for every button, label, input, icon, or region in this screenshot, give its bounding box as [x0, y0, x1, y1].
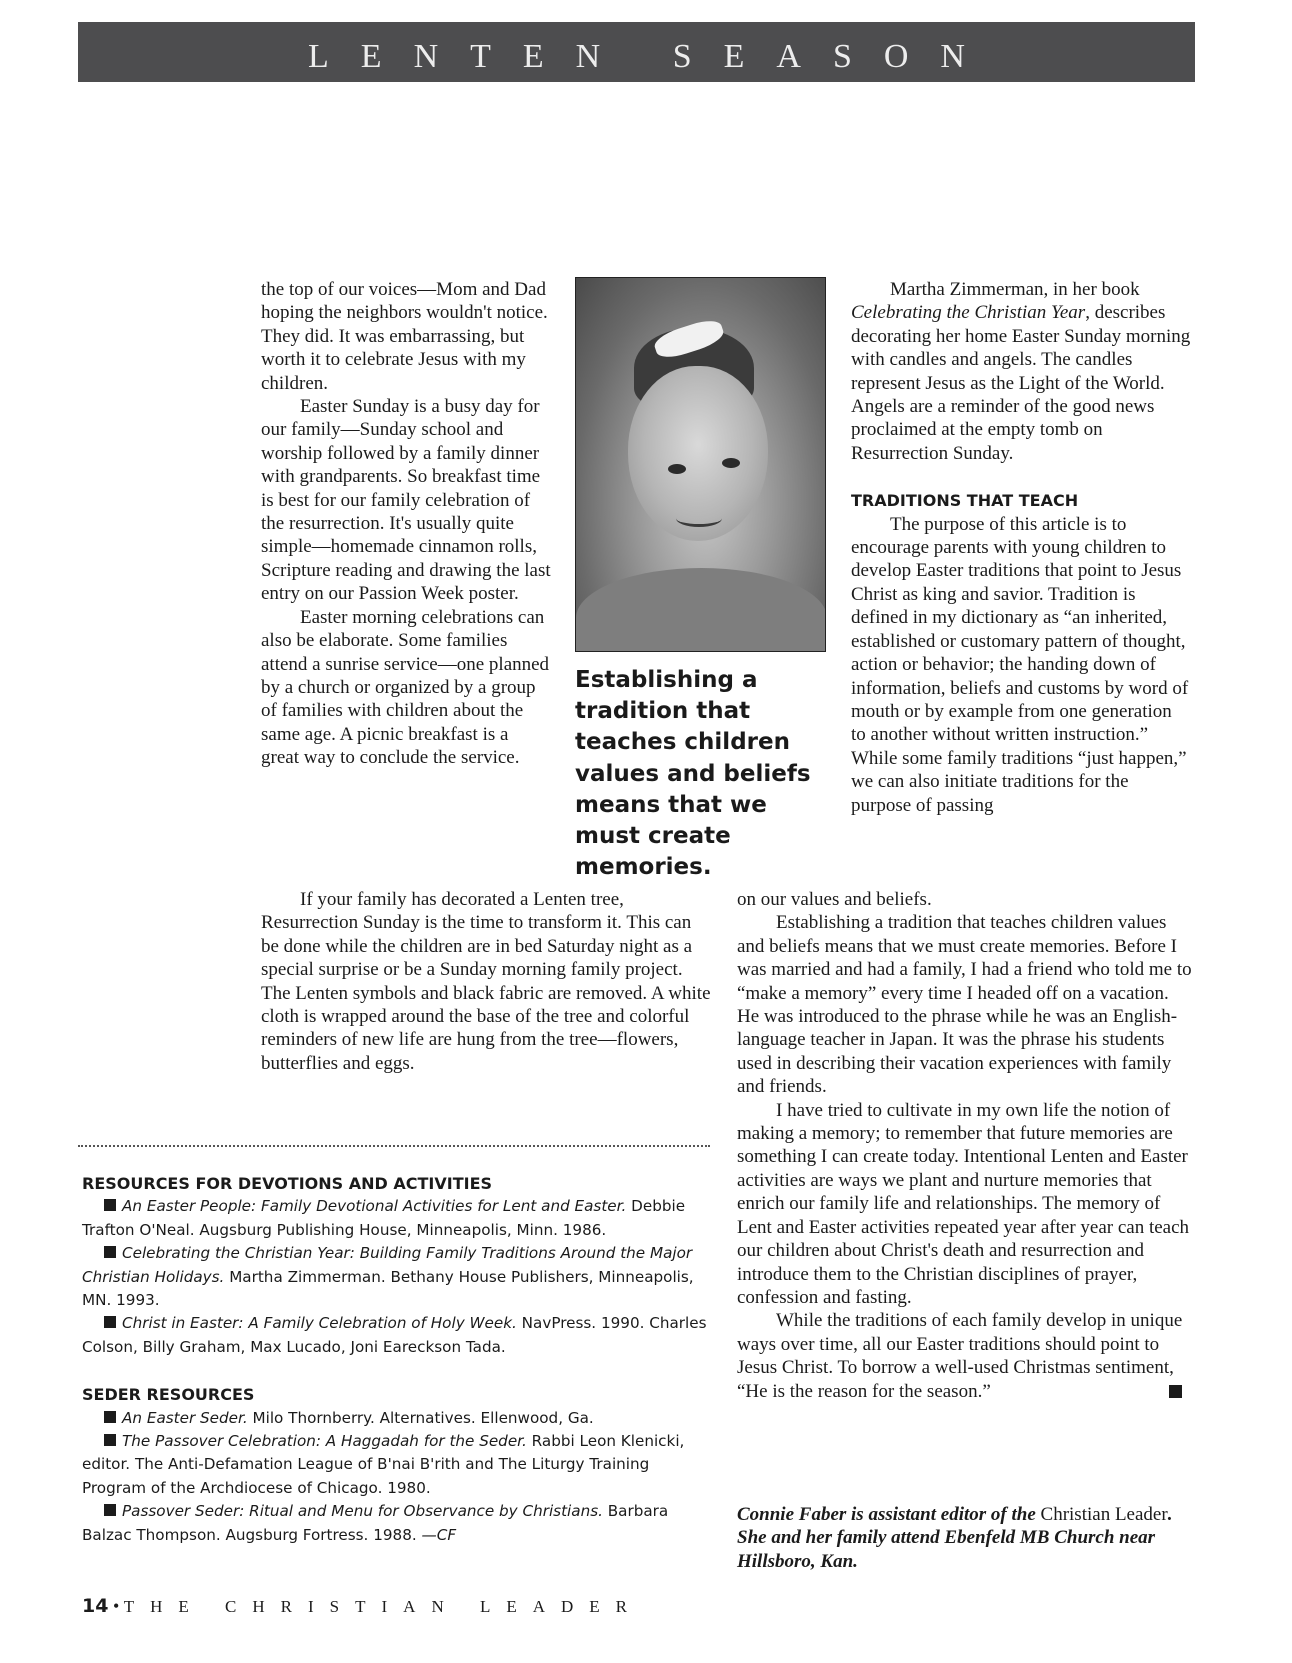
bullet-square-icon [104, 1434, 116, 1446]
resource-details: Debbie Trafton O'Neal. Augsburg Publishing House, Minneapolis, Minn. 1986. [82, 1197, 686, 1239]
left-paragraph-2: Easter Sunday is a busy day for our family—Sunday school and worship followed by a family dinner with grandparents. So breakfast time is best for our family celebration of the resurrection. It's usually quite simple—homemade cinnamon rolls, Scripture reading and drawing the last entry on our Passion Week poster. [261, 396, 551, 605]
photo-eye-left [668, 464, 686, 474]
right-wide-paragraph-4 [737, 1309, 1192, 1403]
resource-item [82, 1312, 712, 1359]
resource-title: Celebrating the Christian Year: Building Family Traditions Around the Major Christian Holidays. [82, 1244, 693, 1286]
lenten-tree-paragraph: If your family has decorated a Lenten tree, Resurrection Sunday is the time to transform it. This can be done while the children are in bed Saturday night as a special surprise or be a Sunday morning family project. The Lenten symbols and black fabric are removed. A white cloth is wrapped around the base of the tree and colorful reminders of new life are hung from the tree—flowers, butterflies and eggs. [261, 889, 711, 1074]
footer-separator: • [112, 1596, 120, 1616]
devotions-heading: RESOURCES FOR DEVOTIONS AND ACTIVITIES [82, 1174, 493, 1193]
bullet-square-icon [104, 1246, 116, 1258]
resource-item [82, 1242, 712, 1312]
resource-item [82, 1407, 712, 1430]
resource-details: Martha Zimmerman. Bethany House Publishers, Minneapolis, MN. 1993. [82, 1267, 694, 1310]
zimmerman-book-title: Celebrating the Christian Year [851, 302, 1086, 324]
bullet-square-icon [104, 1199, 116, 1211]
resource-item [82, 1500, 712, 1547]
resource-details: Milo Thornberry. Alternatives. Ellenwood, Ga. [247, 1408, 594, 1427]
resources-spacer [82, 1359, 712, 1383]
child-photo [575, 277, 826, 652]
photo-eye-right [722, 458, 740, 468]
resource-details: Rabbi Leon Klenicki, editor. The Anti-Defamation League of B'nai B'rith and The Liturgy Training Program of the Archdiocese of Chicago. 1980. [82, 1432, 685, 1497]
right-wide-paragraph-3: I have tried to cultivate in my own life the notion of making a memory; to remember that future memories are something I can create today. Intentional Lenten and Easter activities are ways we plant and nurture memories that enrich our family life and relationships. The memory of Lent and Easter activities repeated year after year can teach our children about Christ's death and resurrection and introduce them to the Christian disciplines of prayer, confession and fasting. [737, 1099, 1190, 1308]
right-wide-paragraph-2: Establishing a tradition that teaches children values and beliefs means that we must create memories. Before I was married and had a family, I had a friend who told me to “make a memory” every time I headed off on a vacation. He was introduced to the phrase while he was an English-language teacher in Japan. It was the phrase his students used in describing their vacation experiences with family and friends. [737, 912, 1192, 1098]
resource-details: NavPress. 1990. Charles Colson, Billy Graham, Max Lucado, Joni Eareckson Tada. [82, 1314, 707, 1356]
resource-item [82, 1430, 712, 1500]
resources-box [82, 1172, 712, 1547]
page-footer [82, 1595, 643, 1617]
resource-signature: —CF [421, 1525, 457, 1544]
publication-name: THE CHRISTIAN LEADER [123, 1597, 644, 1616]
byline-rest: . She and her family attend Ebenfeld MB Church near Hillsboro, Kan. [737, 1504, 1173, 1572]
resource-item [82, 1195, 712, 1242]
end-mark-icon [1169, 1385, 1182, 1398]
resource-title: Christ in Easter: A Family Celebration of Holy Week. [122, 1314, 517, 1333]
zimmerman-intro: Martha Zimmerman, in her book [890, 279, 1140, 300]
photo-smile [676, 510, 722, 527]
author-byline [737, 1503, 1192, 1573]
section-banner [78, 22, 1195, 82]
traditions-paragraph: The purpose of this article is to encourage parents with young children to develop Easter traditions that point to Jesus Christ as king and savior. Tradition is defined in my dictionary as “an inherited, established or customary pattern of thought, action or behavior; the handing down of information, beliefs and customs by word of mouth or by example from one generation to another without written instruction.” While some family traditions “just happen,” we can also initiate traditions for the purpose of passing [851, 513, 1189, 816]
resource-details: Barbara Balzac Thompson. Augsburg Fortress. 1988. [82, 1502, 669, 1544]
resource-title: An Easter Seder. [122, 1408, 248, 1427]
byline-publication: Christian Leader [1040, 1504, 1168, 1525]
right-wide-column [737, 888, 1192, 1403]
zimmerman-rest: , describes decorating her home Easter Sunday morning with candles and angels. The candles represent Jesus as the Light of the World. Angels are a reminder of the good news proclaimed at the empty tomb on Resurrection Sunday. [851, 302, 1191, 464]
pull-quote: Establishing a tradition that teaches children values and beliefs means that we must create memories. [575, 667, 811, 881]
seder-heading: SEDER RESOURCES [82, 1385, 255, 1405]
left-wide-column [261, 888, 711, 1075]
left-paragraph-1: the top of our voices—Mom and Dad hoping the neighbors wouldn't notice. They did. It was embarrassing, but worth it to celebrate Jesus with my children. [261, 279, 548, 394]
bullet-square-icon [104, 1504, 116, 1516]
section-title: LENTEN SEASON [308, 38, 997, 75]
page-number: 14 [82, 1595, 109, 1617]
bullet-square-icon [104, 1316, 116, 1328]
resource-title: Passover Seder: Ritual and Menu for Observance by Christians. [122, 1502, 603, 1521]
zimmerman-paragraph [851, 278, 1191, 465]
section-divider [78, 1145, 710, 1147]
right-wide-paragraph-1: on our values and beliefs. [737, 889, 932, 910]
left-paragraph-3: Easter morning celebrations can also be elaborate. Some families attend a sunrise service—one planned by a church or organized by a group of families with children about the same age. A picnic breakfast is a great way to conclude the service. [261, 606, 550, 769]
photo-shoulder [576, 568, 826, 652]
bullet-square-icon [104, 1411, 116, 1423]
resource-title: The Passover Celebration: A Haggadah for the Seder. [122, 1432, 527, 1451]
left-column [261, 278, 551, 770]
resource-title: An Easter People: Family Devotional Activities for Lent and Easter. [122, 1197, 627, 1216]
right-column [851, 278, 1191, 817]
byline-author: Connie Faber is assistant editor of the [737, 1504, 1036, 1525]
traditions-heading: TRADITIONS THAT TEACH [851, 491, 1079, 511]
closing-text: While the traditions of each family develop in unique ways over time, all our Easter traditions should point to Jesus Christ. To borrow a well-used Christmas sentiment, “He is the reason for the season.” [737, 1310, 1183, 1402]
